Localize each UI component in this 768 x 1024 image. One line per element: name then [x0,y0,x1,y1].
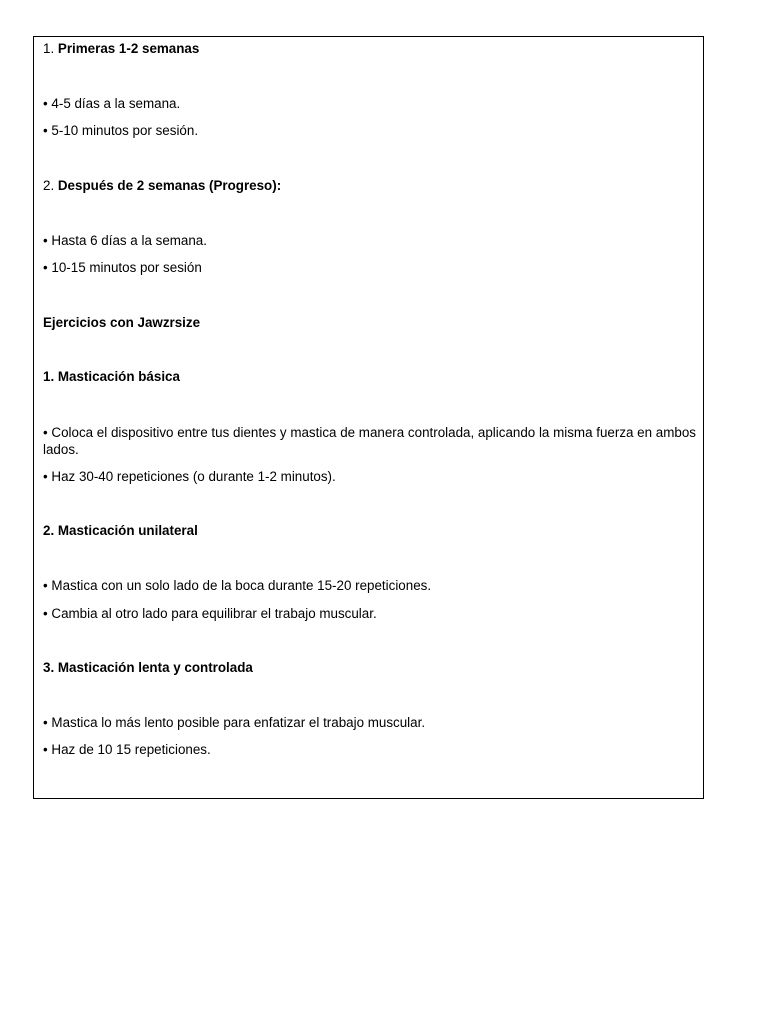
exercise-1-title: 1. Masticación básica [43,369,180,384]
exercise-3-title: 3. Masticación lenta y controlada [43,660,253,675]
section-1-bullet: • 4-5 días a la semana. [43,96,181,111]
section-1-bullet: • 5-10 minutos por sesión. [43,123,199,138]
exercise-2-bullet: • Mastica con un solo lado de la boca durante 15-20 repeticiones. [43,578,432,593]
section-2-heading [43,177,698,194]
section-1-heading [43,40,698,57]
exercise-2-title: 2. Masticación unilateral [43,523,198,538]
exercise-1-bullet: • Haz 30-40 repeticiones (o durante 1-2 minutos). [43,469,336,484]
section-2-bullet: • 10-15 minutos por sesión [43,260,202,275]
section-1-number: 1. [43,41,58,56]
section-1-title: Primeras 1-2 semanas [57,41,200,56]
section-2-number: 2. [43,178,58,193]
exercise-1-bullet: • Coloca el dispositivo entre tus dientes y mastica de manera controlada, aplicando la misma fuerza en ambos lados. [43,425,696,457]
exercise-3-bullet: • Mastica lo más lento posible para enfatizar el trabajo muscular. [43,715,426,730]
section-2-title: Después de 2 semanas (Progreso): [57,178,282,193]
exercise-2-bullet: • Cambia al otro lado para equilibrar el trabajo muscular. [43,606,377,621]
section-2-bullet: • Hasta 6 días a la semana. [43,233,207,248]
exercise-3-bullet: • Haz de 10 15 repeticiones. [43,742,211,757]
content-box [33,36,704,799]
exercises-heading: Ejercicios con Jawzrsize [43,315,201,330]
